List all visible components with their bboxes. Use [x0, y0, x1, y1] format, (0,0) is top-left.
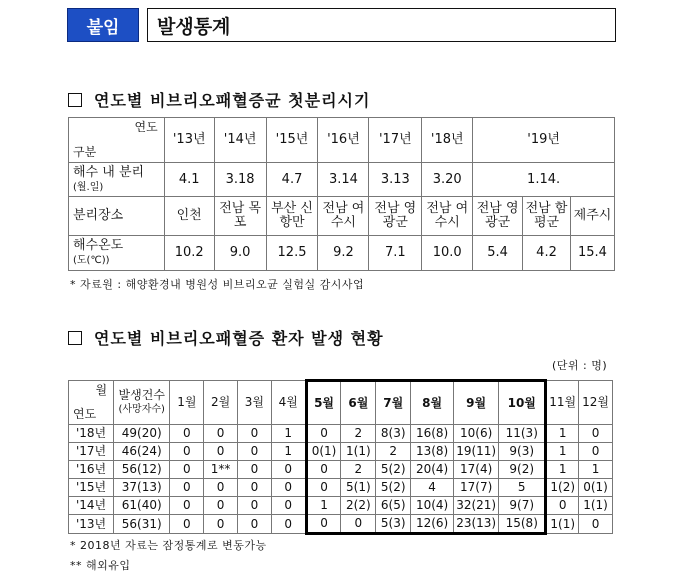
month-cell: 1: [546, 461, 579, 479]
table-row: [69, 443, 613, 461]
month-cell: 0: [238, 461, 272, 479]
cell: 4.7: [266, 163, 318, 197]
month-cell: 0: [271, 479, 306, 497]
first-isolation-table: [68, 117, 615, 271]
section2-heading: [68, 326, 384, 349]
month-cell: 0: [170, 497, 204, 515]
month-cell: 1: [306, 497, 341, 515]
month-cell: 0: [271, 497, 306, 515]
year-header: '18년: [422, 118, 473, 163]
year-cell: '14년: [69, 497, 114, 515]
month-cell: 0: [170, 461, 204, 479]
month-header: 10월: [499, 381, 546, 425]
cell: 10.0: [422, 236, 473, 271]
month-cell: 1(1): [546, 515, 579, 534]
month-cell: 0: [204, 443, 238, 461]
month-header: 2월: [204, 381, 238, 425]
month-header: 3월: [238, 381, 272, 425]
month-cell: 13(8): [411, 443, 454, 461]
month-cell: 9(7): [499, 497, 546, 515]
cell: 3.18: [214, 163, 266, 197]
cell: 3.14: [318, 163, 369, 197]
total-cell: 46(24): [114, 443, 170, 461]
month-cell: 0: [170, 515, 204, 534]
month-cell: 17(4): [454, 461, 499, 479]
month-cell: 8(3): [376, 425, 411, 443]
month-header: 7월: [376, 381, 411, 425]
month-cell: 11(3): [499, 425, 546, 443]
table1-corner: 연도 구분: [69, 118, 165, 163]
month-cell: 0: [204, 425, 238, 443]
cell: 인천: [164, 197, 214, 236]
row-label: 해수온도 (도(℃)): [69, 236, 165, 271]
total-cell: 61(40): [114, 497, 170, 515]
section1-heading: [68, 88, 370, 111]
month-header: 1월: [170, 381, 204, 425]
row-label: 해수 내 분리 (월.일): [69, 163, 165, 197]
month-header: 9월: [454, 381, 499, 425]
month-cell: 1(1): [579, 497, 613, 515]
section1-note: * 자료원 : 해양환경내 병원성 비브리오균 실험실 감시사업: [70, 278, 365, 291]
section2-note-provisional: * 2018년 자료는 잠정통계로 변동가능: [70, 539, 267, 552]
cell: 15.4: [570, 236, 614, 271]
month-cell: 0: [579, 425, 613, 443]
month-cell: 0: [238, 497, 272, 515]
cell: 전남 여수시: [318, 197, 369, 236]
month-cell: 10(4): [411, 497, 454, 515]
section2-title: 연도별 비브리오패혈증 환자 발생 현황: [94, 329, 384, 348]
month-cell: 0: [579, 443, 613, 461]
month-cell: 1: [546, 443, 579, 461]
total-cell: 56(12): [114, 461, 170, 479]
section1-title: 연도별 비브리오패혈증균 첫분리시기: [94, 91, 371, 110]
cell: 7.1: [369, 236, 422, 271]
month-cell: 0: [306, 515, 341, 534]
month-cell: 5: [499, 479, 546, 497]
month-cell: 1: [579, 461, 613, 479]
cell: 전남 목포: [214, 197, 266, 236]
month-cell: 0: [306, 479, 341, 497]
cell: 10.2: [164, 236, 214, 271]
month-cell: 1: [271, 443, 306, 461]
cell: 전남 영광군: [369, 197, 422, 236]
table-row: [69, 425, 613, 443]
month-cell: 20(4): [411, 461, 454, 479]
patient-occurrence-table: [68, 379, 613, 535]
cell: 1.14.: [473, 163, 615, 197]
month-cell: 19(11): [454, 443, 499, 461]
cell: 9.0: [214, 236, 266, 271]
month-header: 12월: [579, 381, 613, 425]
month-cell: 0: [341, 515, 376, 534]
checkbox-square-icon: [68, 93, 82, 107]
table-row: [69, 515, 613, 534]
month-cell: 0(1): [579, 479, 613, 497]
cell: 전남 함평군: [523, 197, 571, 236]
count-header: 발생건수 (사망자수): [114, 381, 170, 425]
month-cell: 5(2): [376, 461, 411, 479]
year-header: '15년: [266, 118, 318, 163]
attachment-badge: 붙임: [67, 8, 139, 42]
month-cell: 2: [376, 443, 411, 461]
month-cell: 0: [306, 425, 341, 443]
month-cell: 0: [238, 479, 272, 497]
checkbox-square-icon: [68, 331, 82, 345]
cell: 3.13: [369, 163, 422, 197]
month-cell: 16(8): [411, 425, 454, 443]
month-cell: 15(8): [499, 515, 546, 534]
month-cell: 0: [170, 479, 204, 497]
month-cell: 23(13): [454, 515, 499, 534]
year-cell: '18년: [69, 425, 114, 443]
year-cell: '13년: [69, 515, 114, 534]
month-cell: 6(5): [376, 497, 411, 515]
month-cell: 32(21): [454, 497, 499, 515]
month-cell: 0(1): [306, 443, 341, 461]
cell: 9.2: [318, 236, 369, 271]
table2-corner: 월 연도: [69, 381, 114, 425]
month-cell: 0: [271, 461, 306, 479]
month-cell: 9(3): [499, 443, 546, 461]
month-cell: 1: [546, 425, 579, 443]
month-header: 11월: [546, 381, 579, 425]
month-cell: 0: [170, 425, 204, 443]
month-cell: 0: [306, 461, 341, 479]
section2-note-overseas: ** 해외유입: [70, 559, 131, 572]
cell: 4.1: [164, 163, 214, 197]
month-cell: 5(1): [341, 479, 376, 497]
month-header: 6월: [341, 381, 376, 425]
month-cell: 12(6): [411, 515, 454, 534]
month-cell: 0: [579, 515, 613, 534]
month-cell: 2: [341, 425, 376, 443]
month-header: 8월: [411, 381, 454, 425]
month-cell: 2: [341, 461, 376, 479]
month-header: 4월: [271, 381, 306, 425]
month-cell: 0: [238, 443, 272, 461]
page-title: 발생통계: [147, 8, 616, 42]
month-cell: 0: [204, 515, 238, 534]
month-cell: 17(7): [454, 479, 499, 497]
year-header: '13년: [164, 118, 214, 163]
month-cell: 0: [271, 515, 306, 534]
month-cell: 0: [238, 425, 272, 443]
year-header: '14년: [214, 118, 266, 163]
year-header: '19년: [473, 118, 615, 163]
month-cell: 0: [546, 497, 579, 515]
month-cell: 0: [204, 479, 238, 497]
cell: 전남 영광군: [473, 197, 523, 236]
month-header: 5월: [306, 381, 341, 425]
year-cell: '16년: [69, 461, 114, 479]
unit-label: (단위 : 명): [552, 359, 608, 372]
table-row: [69, 461, 613, 479]
month-cell: 0: [238, 515, 272, 534]
year-header: '16년: [318, 118, 369, 163]
cell: 부산 신항만: [266, 197, 318, 236]
month-cell: 0: [170, 443, 204, 461]
table-row: [69, 479, 613, 497]
total-cell: 56(31): [114, 515, 170, 534]
cell: 제주시: [570, 197, 614, 236]
table-row: [69, 497, 613, 515]
cell: 4.2: [523, 236, 571, 271]
month-cell: 1(1): [341, 443, 376, 461]
month-cell: 4: [411, 479, 454, 497]
cell: 12.5: [266, 236, 318, 271]
year-header: '17년: [369, 118, 422, 163]
month-cell: 1: [271, 425, 306, 443]
total-cell: 49(20): [114, 425, 170, 443]
month-cell: 10(6): [454, 425, 499, 443]
total-cell: 37(13): [114, 479, 170, 497]
month-cell: 0: [204, 497, 238, 515]
month-cell: 1**: [204, 461, 238, 479]
month-cell: 9(2): [499, 461, 546, 479]
row-label: 분리장소: [69, 197, 165, 236]
year-cell: '15년: [69, 479, 114, 497]
month-cell: 5(2): [376, 479, 411, 497]
report-header: [67, 8, 616, 42]
month-cell: 2(2): [341, 497, 376, 515]
cell: 5.4: [473, 236, 523, 271]
year-cell: '17년: [69, 443, 114, 461]
month-cell: 5(3): [376, 515, 411, 534]
cell: 3.20: [422, 163, 473, 197]
month-cell: 1(2): [546, 479, 579, 497]
cell: 전남 여수시: [422, 197, 473, 236]
